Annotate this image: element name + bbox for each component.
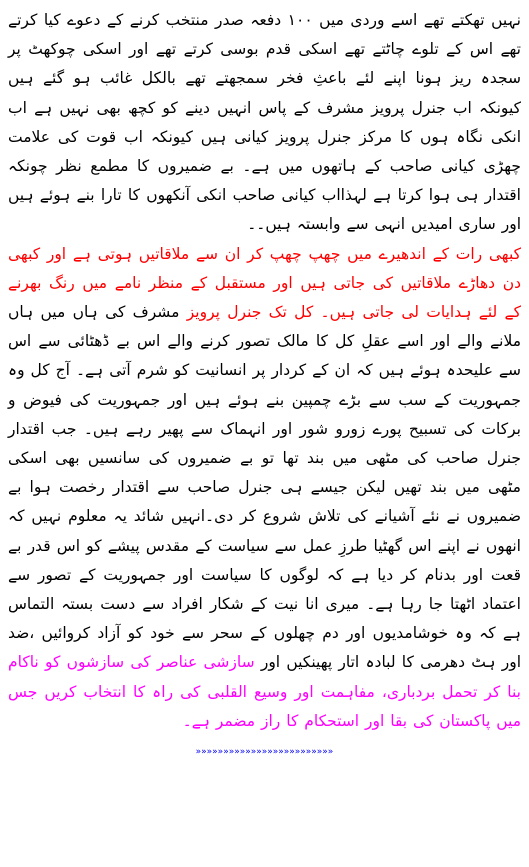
paragraph-highlight-magenta: سازشی عناصر کی سازشوں کو ناکام بنا کر تحمل بردباری، مفاہمت اور وسیع القلبی کی راہ کا انتخاب کریں جس میں پاکستان کی بقا اور استحکام کا راز مضمر ہے۔ bbox=[8, 653, 521, 730]
article-body-continued bbox=[8, 240, 521, 736]
paragraph-intro: نہیں تھکتے تھے اسے وردی میں ۱۰۰ دفعہ صدر منتخب کرنے کے دعوے کیا کرتے تھے اس کے تلوے چاٹتے تھے اسکی قدم بوسی کرتے تھے اور اسکی چوکھٹ پر سجدہ ریز ہونا اپنے لئے باعثِ فخر سمجھتے تھے بالکل غائب ہو گئے ہیں کیونکہ اب جنرل پرویز مشرف کے پاس انہیں دینے کو کچھ بھی نہیں ہے اب انکی نگاہ ہوں کا مرکز جنرل پرویز کیانی ہیں کیونکہ اب قوت کی علامت چھڑی کیانی صاحب کے ہاتھوں میں ہے۔ بے ضمیروں کا مطمع نظر چونکہ اقتدار ہی ہوا کرتا ہے لہذااب کیانی صاحب انکی آنکھوں کا تارا بنے ہوئے ہیں اور ساری امیدیں انہی سے وابستہ ہیں۔۔ bbox=[8, 11, 521, 234]
paragraph-highlight-red: کبھی رات کے اندھیرے میں چھپ چھپ کر ان سے ملاقاتیں ہوتی ہے اور کبھی دن دھاڑے ملاقاتیں کی جاتی ہیں اور مستقبل کے منظر نامے میں رنگ بھرنے کے لئے ہدایات لی جاتی ہیں۔ کل تک جنرل پرویز bbox=[8, 244, 521, 322]
separator-dots: ««««««««««««««««««««««««« bbox=[195, 747, 334, 758]
article-body bbox=[8, 6, 521, 240]
paragraph-main: مشرف کی ہاں میں ہاں ملانے والے اور اسے عقلِ کل کا مالک تصور کرنے والے اس بے ڈھٹائی سے اس سے علیحدہ ہوئے ہیں کہ ان کے کردار پر انسانیت کو شرم آتی ہے۔ آج کل وہ جمہوریت کے سب سے بڑے چمپین بنے ہوئے ہیں اور جمہوریت کی فیوض و برکات کی تسبیح پورے زورو شور اور انہماک سے پھیر رہے ہیں۔ جب اقتدار جنرل صاحب کی مٹھی میں بند تھا تو بے ضمیروں کی سانسیں بھی اسکی مٹھی میں بند تھیں لیکن جیسے ہی جنرل صاحب سے اقتدار رخصت ہوا بے ضمیروں نے نئے آشیانے کی تلاش شروع کر دی۔انہیں شائد یہ معلوم نہیں کہ انھوں نے اپنے اس گھٹیا طرزِ عمل سے سیاست کے مقدس پیشے کو اس قدر بے قعت اور بدنام کر دیا ہے کہ لوگوں کا سیاست اور جمہوریت کے تصور سے اعتماد اٹھتا جا رہا ہے۔ میری انا نیت کے شکار افراد سے دست بستہ التماس ہے کہ وہ خوشامدیوں اور دم چھلوں کے سحر سے خود کو آزاد کروائیں ،ضد اور ہٹ دھرمی کا لبادہ اتار پھینکیں اور bbox=[8, 303, 521, 672]
